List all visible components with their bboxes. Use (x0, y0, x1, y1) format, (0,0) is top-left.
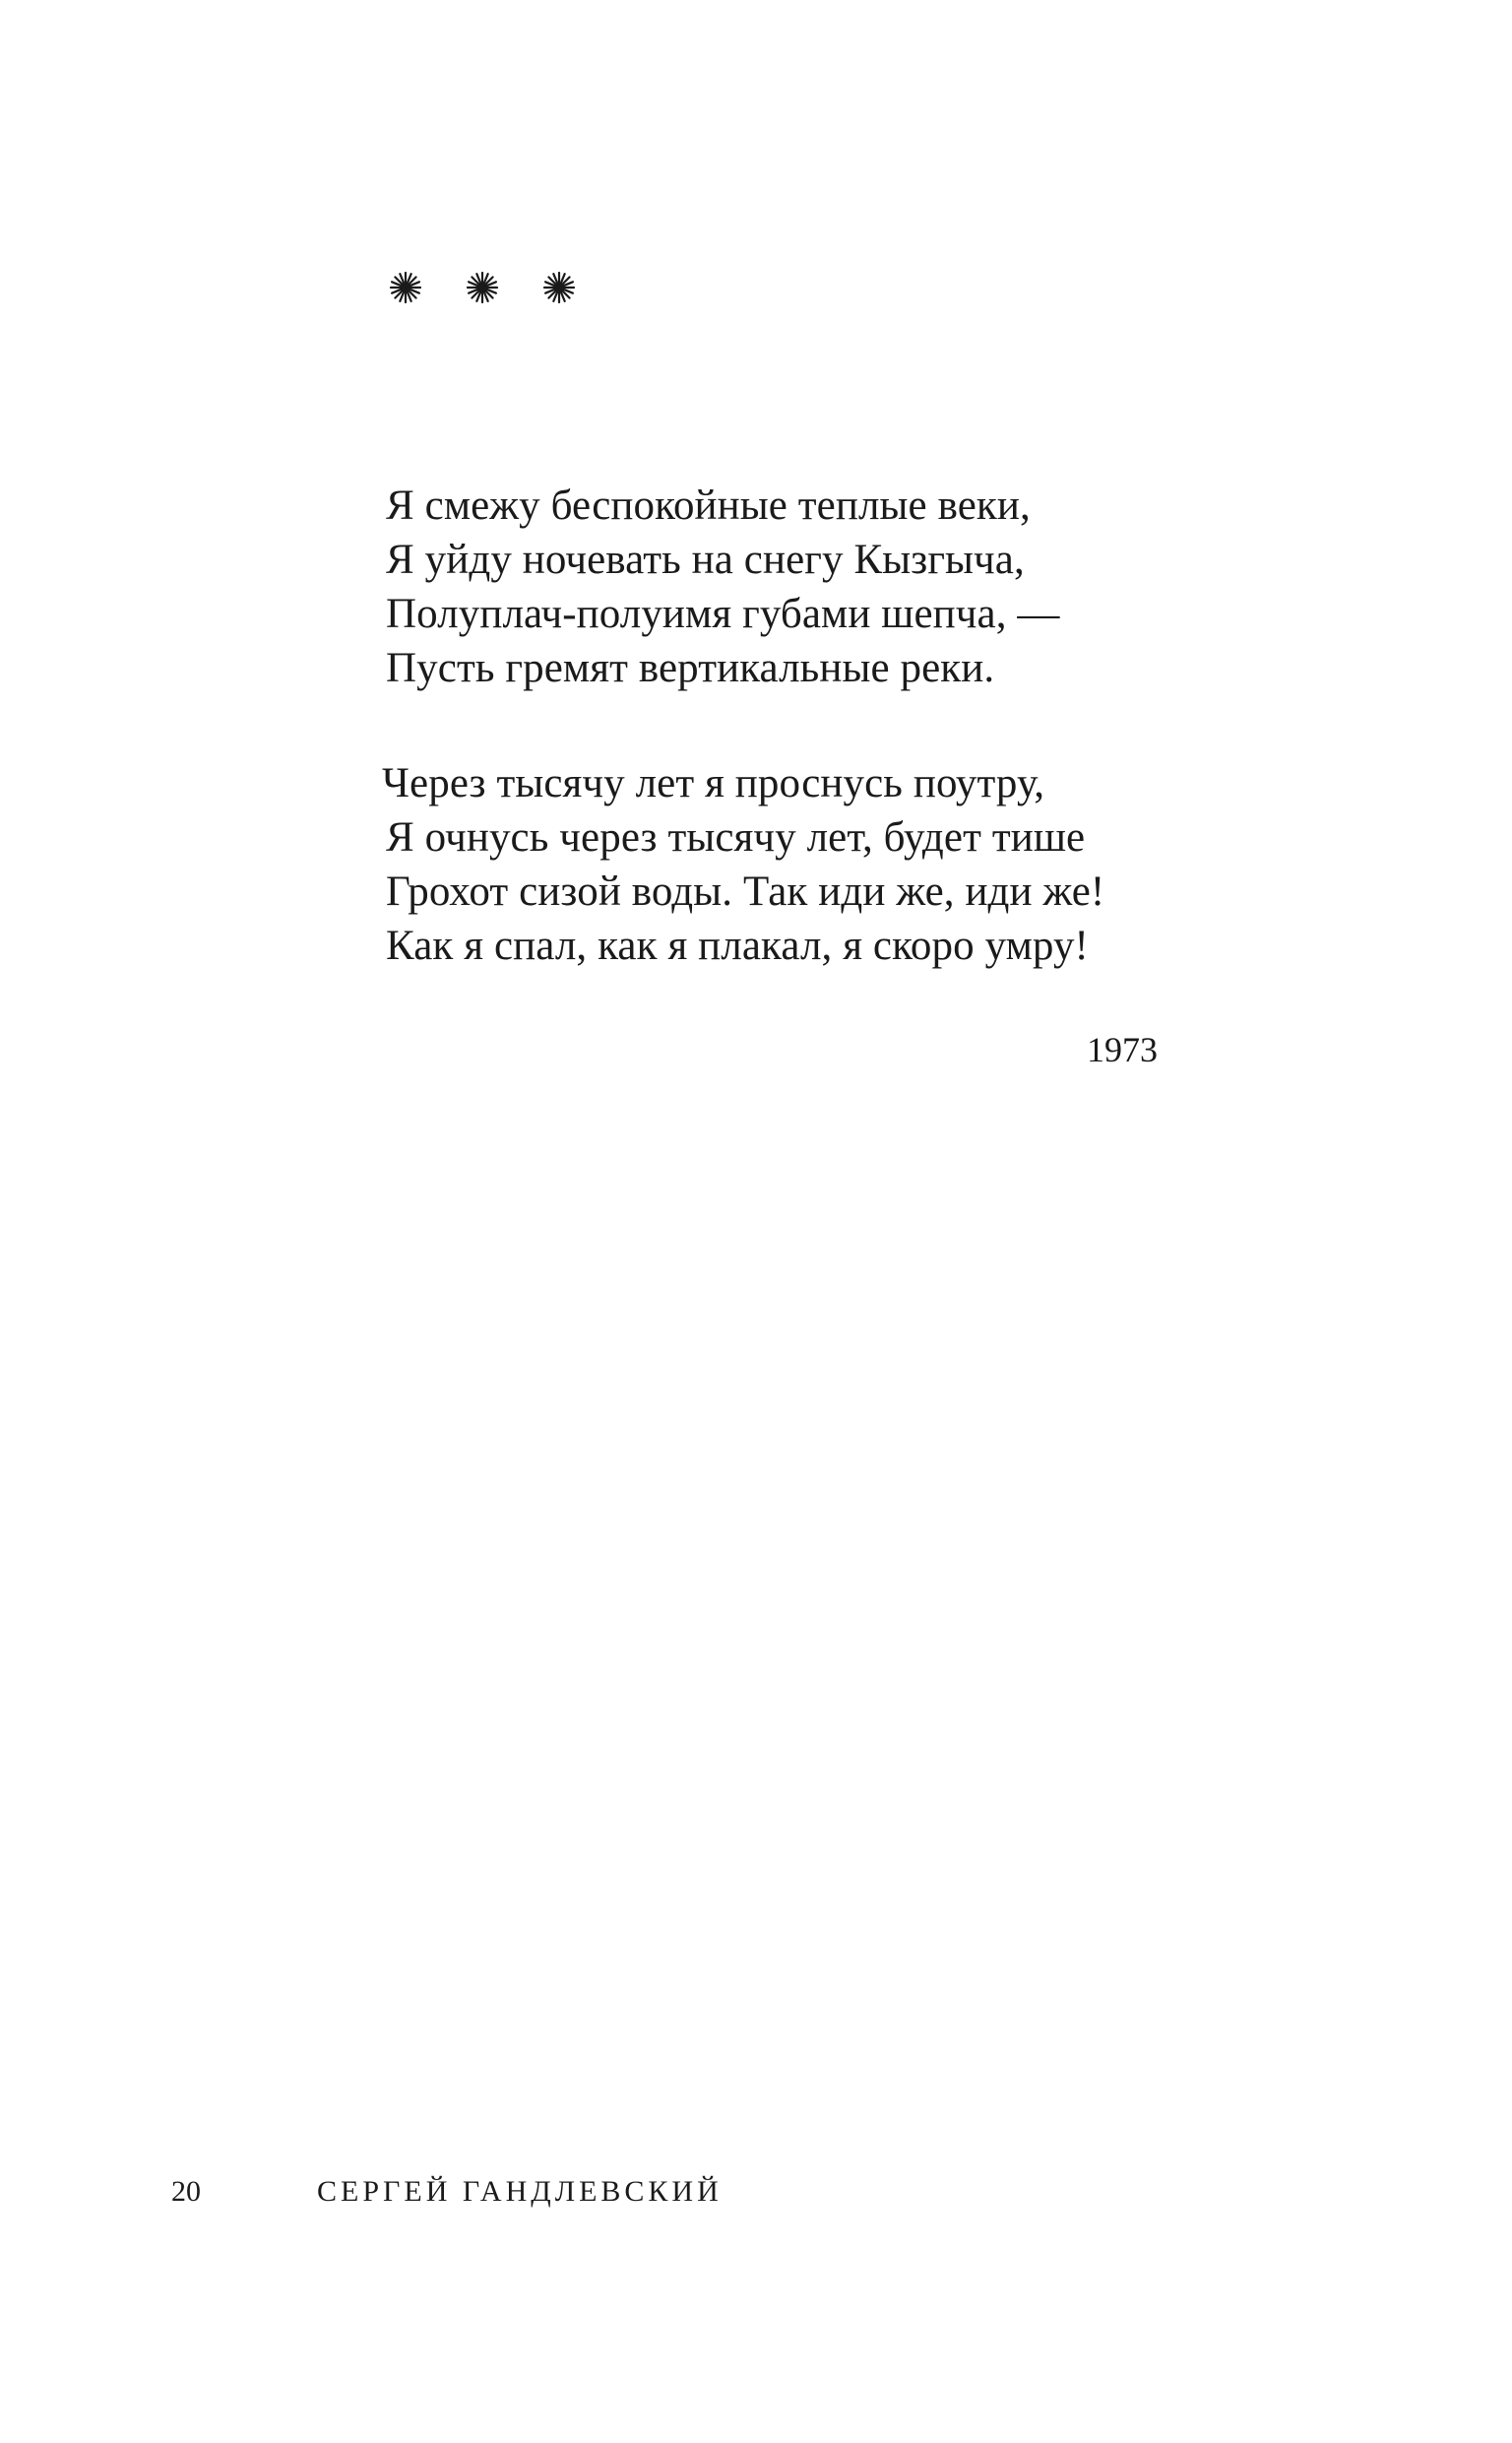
poem-line: Через тысячу лет я проснусь поутру, (382, 760, 1045, 806)
poem-line: Как я спал, как я плакал, я скоро умру! (386, 923, 1089, 969)
asterism-icon (463, 268, 502, 307)
asterism-icon (386, 268, 425, 307)
poem-line: Грохот сизой воды. Так иди же, иди же! (386, 868, 1105, 915)
poem-line: Я очнусь через тысячу лет, будет тише (386, 814, 1086, 861)
stanza (382, 756, 1193, 973)
page-number: 20 (171, 2175, 201, 2208)
poem (382, 479, 1193, 1034)
poem-line: Полуплач-полуимя губами шепча, — (386, 591, 1060, 637)
asterism-icon (539, 268, 579, 307)
page-footer (171, 2174, 723, 2210)
poem-date: 1973 (1087, 1030, 1158, 1069)
poem-line: Пусть гремят вертикальные реки. (386, 645, 995, 691)
poem-line: Я уйду ночевать на снегу Кызгыча, (386, 537, 1025, 583)
stanza (386, 479, 1193, 695)
poem-line: Я смежу беспокойные теплые веки, (386, 482, 1031, 529)
section-ornament (386, 268, 579, 307)
running-head: СЕРГЕЙ ГАНДЛЕВСКИЙ (317, 2175, 723, 2208)
